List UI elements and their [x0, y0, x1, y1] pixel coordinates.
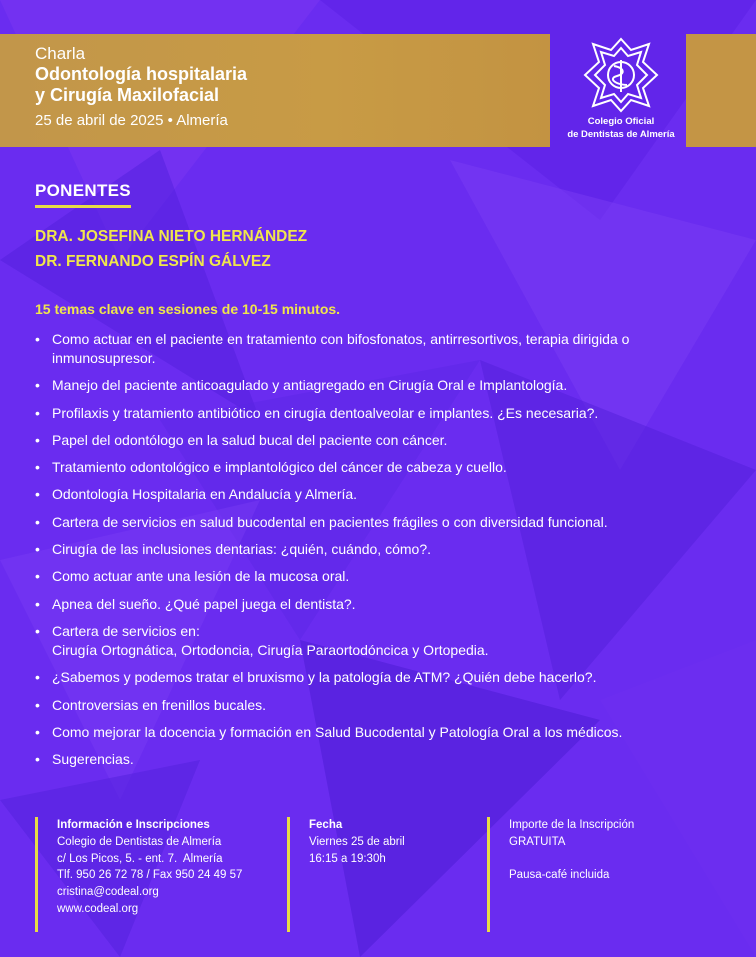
topics-list — [35, 330, 735, 777]
importe-label: Importe de la Inscripción — [509, 819, 635, 831]
topic-item: • Cirugía de las inclusiones dentarias: ¿quién, cuándo, cómo?. — [35, 540, 735, 559]
dental-college-emblem-icon — [579, 36, 663, 114]
footer-info — [35, 817, 242, 918]
logo-name-line2: de Dentistas de Almería — [567, 129, 675, 140]
fecha-time: 16:15 a 19:30h — [309, 852, 386, 865]
topic-item: • ¿Sabemos y podemos tratar el bruxismo y la patología de ATM? ¿Quién debe hacerlo?. — [35, 668, 735, 687]
event-kicker: Charla — [35, 44, 86, 63]
info-email[interactable]: cristina@codeal.org — [57, 886, 159, 899]
college-logo — [558, 36, 684, 148]
topic-item: • Como actuar ante una lesión de la mucosa oral. — [35, 567, 735, 586]
event-title-line1: Odontología hospitalaria — [35, 64, 248, 84]
topic-item: • Apnea del sueño. ¿Qué papel juega el dentista?. — [35, 595, 735, 614]
topic-item: • Controversias en frenillos bucales. — [35, 696, 735, 715]
topic-item: • Como actuar en el paciente en tratamiento con bifosfonatos, antirresortivos, terapia dirigida o inmunosupresor. — [35, 330, 735, 368]
info-phone: Tlf. 950 26 72 78 / Fax 950 24 49 57 — [57, 869, 243, 882]
footer-fecha — [287, 817, 405, 867]
header-accent-bar — [686, 34, 756, 147]
fecha-day: Viernes 25 de abril — [309, 835, 405, 848]
footer-divider — [487, 817, 490, 932]
ponentes-heading: PONENTES — [35, 181, 131, 208]
info-line: Colegio de Dentistas de Almería — [57, 835, 222, 848]
topic-item: • Odontología Hospitalaria en Andalucía y Almería. — [35, 485, 735, 504]
event-date: 25 de abril de 2025 • Almería — [35, 112, 228, 129]
footer-importe — [487, 817, 634, 884]
speaker-name: DR. FERNANDO ESPÍN GÁLVEZ — [35, 253, 271, 270]
topic-item: • Como mejorar la docencia y formación en Salud Bucodental y Patología Oral a los médicos. — [35, 723, 735, 742]
topic-item: • Cartera de servicios en salud bucodental en pacientes frágiles o con diversidad funcional. — [35, 513, 735, 532]
logo-name-line1: Colegio Oficial — [587, 116, 655, 127]
footer-divider — [287, 817, 290, 932]
speaker-name: DRA. JOSEFINA NIETO HERNÁNDEZ — [35, 228, 308, 245]
footer-divider — [35, 817, 38, 932]
info-website[interactable]: www.codeal.org — [57, 902, 139, 915]
info-label: Información e Inscripciones — [57, 819, 210, 831]
topic-item: • Cartera de servicios en: Cirugía Ortognática, Ortodoncia, Cirugía Paraortodóncica y Ortopedia. — [35, 622, 735, 660]
program-subtitle: 15 temas clave en sesiones de 10-15 minutos. — [35, 301, 341, 317]
speakers-list — [35, 224, 307, 274]
info-address: c/ Los Picos, 5. - ent. 7. Almería — [57, 852, 223, 865]
topic-item: • Tratamiento odontológico e implantológico del cáncer de cabeza y cuello. — [35, 458, 735, 477]
topic-item: • Sugerencias. — [35, 750, 735, 769]
event-header — [35, 44, 535, 132]
topic-item: • Papel del odontólogo en la salud bucal del paciente con cáncer. — [35, 431, 735, 450]
event-title-line2: y Cirugía Maxilofacial — [35, 85, 220, 105]
importe-note: Pausa-café incluida — [509, 869, 610, 882]
fecha-label: Fecha — [309, 819, 343, 831]
topic-item: • Manejo del paciente anticoagulado y antiagregado en Cirugía Oral e Implantología. — [35, 376, 735, 395]
importe-value: GRATUITA — [509, 835, 566, 848]
topic-item: • Profilaxis y tratamiento antibiótico en cirugía dentoalveolar e implantes. ¿Es necesaria?. — [35, 404, 735, 423]
